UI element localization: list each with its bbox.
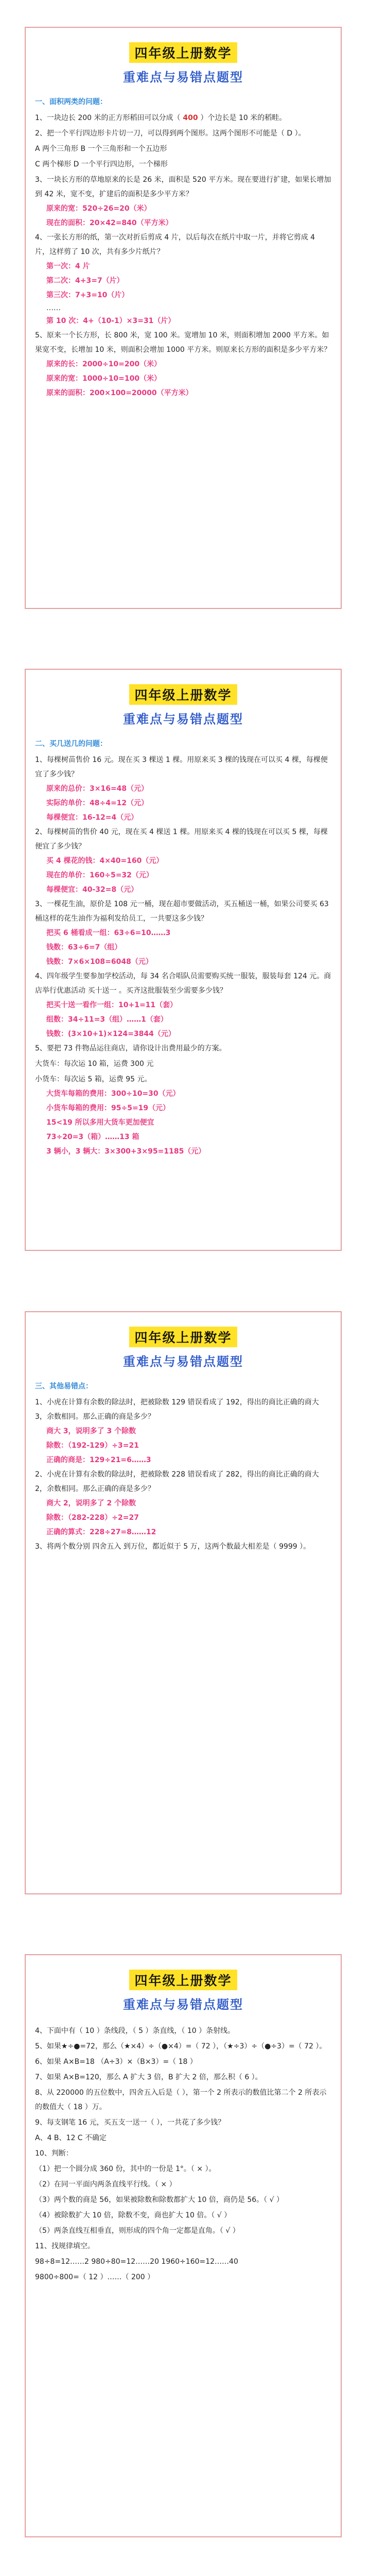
question: 6、如果 A×B=18 （A÷3）×（B×3）=（ 18 ） [35, 2058, 197, 2066]
solution-step: 原来的总价：3×16=48（元） [46, 785, 149, 793]
solution-step: 现在的面积：20×42=840（平方米） [46, 219, 173, 227]
question: 5、要把 73 件物品运往商店，请你设计出费用最少的方案。 [35, 1044, 226, 1053]
question: 9、每支钢笔 16 元，买五支一送一（ ），一共花了多少钱？ [35, 2119, 225, 2127]
page-subtitle: 重难点与易错点题型 [123, 1997, 243, 2012]
solution-step: 15<19 所以多用大货车更加便宜 [46, 1118, 154, 1127]
question: 1、每棵树苗售价 16 元。现在买 3 棵送 1 棵。用原来买 3 棵的钱现在可以买 4 棵，每棵便宜了多少钱？ [35, 756, 328, 778]
page-header [35, 684, 331, 727]
question: 7、如果 A×B=120，那么 A 扩大 3 倍，B 扩大 2 倍，那么积（ 6 ）。 [35, 2073, 262, 2081]
option-line: 大货车：每次运 10 箱，运费 300 元 [35, 1060, 154, 1068]
page-title: 四年级上册数学 [129, 684, 237, 705]
solution-step: 现在的单价：160÷5=32（元） [46, 871, 153, 879]
question: 4、下面中有（ 10 ）条线段，（ 5 ）条直线，（ 10 ）条射线。 [35, 2027, 235, 2035]
worksheet-page-1 [25, 27, 342, 609]
solution-step: 钱数：7×6×108=6048（元） [46, 958, 153, 966]
pattern-line: 98÷8=12……2 980÷80=12……20 1960÷160=12……40 [35, 2258, 238, 2266]
solution-step: 实际的单价：48÷4=12（元） [46, 799, 149, 807]
ellipsis: …… [46, 304, 61, 312]
page-subtitle: 重难点与易错点题型 [123, 1354, 243, 1369]
section-heading: 二、买几送几的问题： [35, 740, 107, 748]
page-subtitle: 重难点与易错点题型 [123, 711, 243, 726]
question: 1、一块边长 200 米的正方形稻田可以分成（ 400 ）个边长是 10 米的稻畦。 [35, 114, 287, 122]
option-line: C 两个梯形 D 一个平行四边形，一个梯形 [35, 160, 168, 168]
question: 8、从 220000 的五位数中，四舍五入后是（ ），第一个 2 所表示的数值比第二个 2 所表示的数值大（ 18 ）万。 [35, 2089, 327, 2111]
section-heading: 三、其他易错点： [35, 1382, 93, 1391]
solution-step: 正确的商是：129÷21=6……3 [46, 1456, 151, 1464]
solution-step: 商大 2，说明多了 2 个除数 [46, 1499, 136, 1507]
solution-step: 原来的长：2000÷10=200（米） [46, 360, 162, 368]
question: 4、一张长方形的纸，第一次对折后剪成 4 片，以后每次在纸片中取一片，并将它剪成 4 片，这样剪了 10 次，共有多少片纸片？ [35, 233, 315, 256]
solution-step: 3 辆小，3 辆大：3×300+3×95=1185（元） [46, 1147, 206, 1156]
solution-step: 商大 3，说明多了 3 个除数 [46, 1427, 136, 1435]
solution-step: 把买十送一看作一组：10+1=11（套） [46, 1001, 178, 1009]
page-header [35, 42, 331, 85]
solution-step: 第一次：4 片 [46, 262, 90, 270]
section-heading: 一、面积两类的问题： [35, 98, 107, 106]
solution-step: 73÷20=3（箱）……13 箱 [46, 1133, 139, 1141]
question: 4、四年级学生要参加学校活动，每 34 名合唱队员需要购买统一服装，服装每套 124 元。商店举行优惠活动 买十送一 。买齐这批服装至少需要多少钱？ [35, 972, 331, 995]
judgement-item: （2）在同一平面内两条直线平行线。（ × ） [35, 2180, 177, 2189]
page-subtitle: 重难点与易错点题型 [123, 70, 243, 84]
page-header [35, 1327, 331, 1369]
judgement-item: （4）被除数扩大 10 倍，除数不变，商也扩大 10 倍。（ √ ） [35, 2211, 232, 2219]
worksheet-page-4 [25, 1954, 342, 2537]
option-line: A、4 B、12 C 不确定 [35, 2134, 107, 2142]
judgement-item: （3）两个数的商是 56，如果被除数和除数都扩大 10 倍，商仍是 56。（ √ ） [35, 2196, 284, 2204]
solution-step: 小货车每箱的费用：95÷5=19（元） [46, 1104, 170, 1112]
solution-step: 组数：34÷11=3（组）……1（套） [46, 1015, 168, 1024]
solution-step: 原来的宽：520÷26=20（米） [46, 205, 151, 213]
judgement-item: （1）把一个圆分成 360 份，其中的一份是 1°。（ × ）。 [35, 2165, 216, 2173]
question: 3、一块长方形的草地原来的长是 26 米，面积是 520 平方米。现在要进行扩建，如果长增加到 42 米，宽不变，扩建后的面积是多少平方米？ [35, 176, 331, 198]
question: 2、每棵树苗的售价 40 元，现在买 4 棵送 1 棵。用原来买 4 棵的钱现在可以买 5 棵，每棵便宜了多少钱？ [35, 828, 328, 851]
page-title: 四年级上册数学 [129, 42, 237, 63]
question: 3、一棵花生油，原价是 108 元一桶，现在超市要做活动，买五桶送一桶，如果公司要买 63 桶这样的花生油作为福利发给员工，一共要这多少钱？ [35, 900, 329, 923]
judgement-item: （5）两条直线互相垂直，则形成的四个角一定都是直角。（ √ ） [35, 2227, 240, 2235]
question: 5、原来一个长方形，长 800 米，宽 100 米。宽增加 10 米，则面积增加 2000 平方米。如果宽不变，长增加 10 米，则面积会增加 1000 平方米。则原来长方形的面积是多少平方米？ [35, 331, 331, 354]
pattern-line: 9800÷800=（ 12 ）……（ 200 ） [35, 2273, 155, 2281]
page-header [35, 1970, 331, 2012]
solution-step: 正确的算式：228÷27=8……12 [46, 1528, 156, 1536]
option-line: 小货车：每次运 5 箱，运费 95 元。 [35, 1075, 152, 1083]
solution-step: 钱数：63÷6=7（组） [46, 943, 122, 952]
solution-step: 除数：（192-129）÷3=21 [46, 1442, 139, 1450]
solution-step: 大货车每箱的费用：300÷10=30（元） [46, 1090, 180, 1098]
question: 10、判断： [35, 2149, 73, 2158]
solution-step: 把买 6 桶看成一组：63÷6=10……3 [46, 929, 171, 937]
solution-step: 每棵便宜：16-12=4（元） [46, 814, 138, 822]
question: 2、小虎在计算有余数的除法时，把被除数 228 错误看成了 282，得出的商比正确的商大 2，余数相同。那么正确的商是多少？ [35, 1470, 319, 1493]
question: 5、如果★÷●=72，那么（★×4）÷（●×4）=（ 72 ），（★÷3）÷（●÷3）=（ 72 ）。 [35, 2042, 327, 2050]
question: 3、将两个数分别 四舍五入 到万位，都近似于 5 万，这两个数最大相差是（ 9999 ）。 [35, 1543, 311, 1551]
page-title: 四年级上册数学 [129, 1327, 237, 1347]
worksheet-page-3 [25, 1311, 342, 1894]
solution-step: 第二次：4+3=7（片） [46, 277, 124, 285]
solution-step: 原来的面积：200×100=20000（平方米） [46, 389, 193, 397]
solution-step: 买 4 棵花的钱：4×40=160（元） [46, 857, 164, 865]
solution-step: 原来的宽：1000÷10=100（米） [46, 375, 162, 383]
question: 11、找规律填空。 [35, 2242, 95, 2250]
solution-step: 除数：（282-228）÷2=27 [46, 1514, 139, 1522]
worksheet-page-2 [25, 669, 342, 1251]
question: 2、把一个平行四边形卡片切一刀，可以得到两个图形。这两个图形不可能是（ D ）。 [35, 129, 306, 138]
solution-step: 第三次：7+3=10（片） [46, 291, 129, 299]
question: 1、小虎在计算有余数的除法时，把被除数 129 错误看成了 192，得出的商比正确的商大 3，余数相同。那么正确的商是多少？ [35, 1398, 319, 1421]
solution-step: 第 10 次：4+（10-1）×3=31（片） [46, 317, 175, 325]
solution-step: 钱数：(3×10+1)×124=3844（元） [46, 1030, 175, 1038]
solution-step: 每棵便宜：40-32=8（元） [46, 886, 138, 894]
page-title: 四年级上册数学 [129, 1970, 237, 1990]
option-line: A 两个三角形 B 一个三角形和一个五边形 [35, 145, 167, 153]
